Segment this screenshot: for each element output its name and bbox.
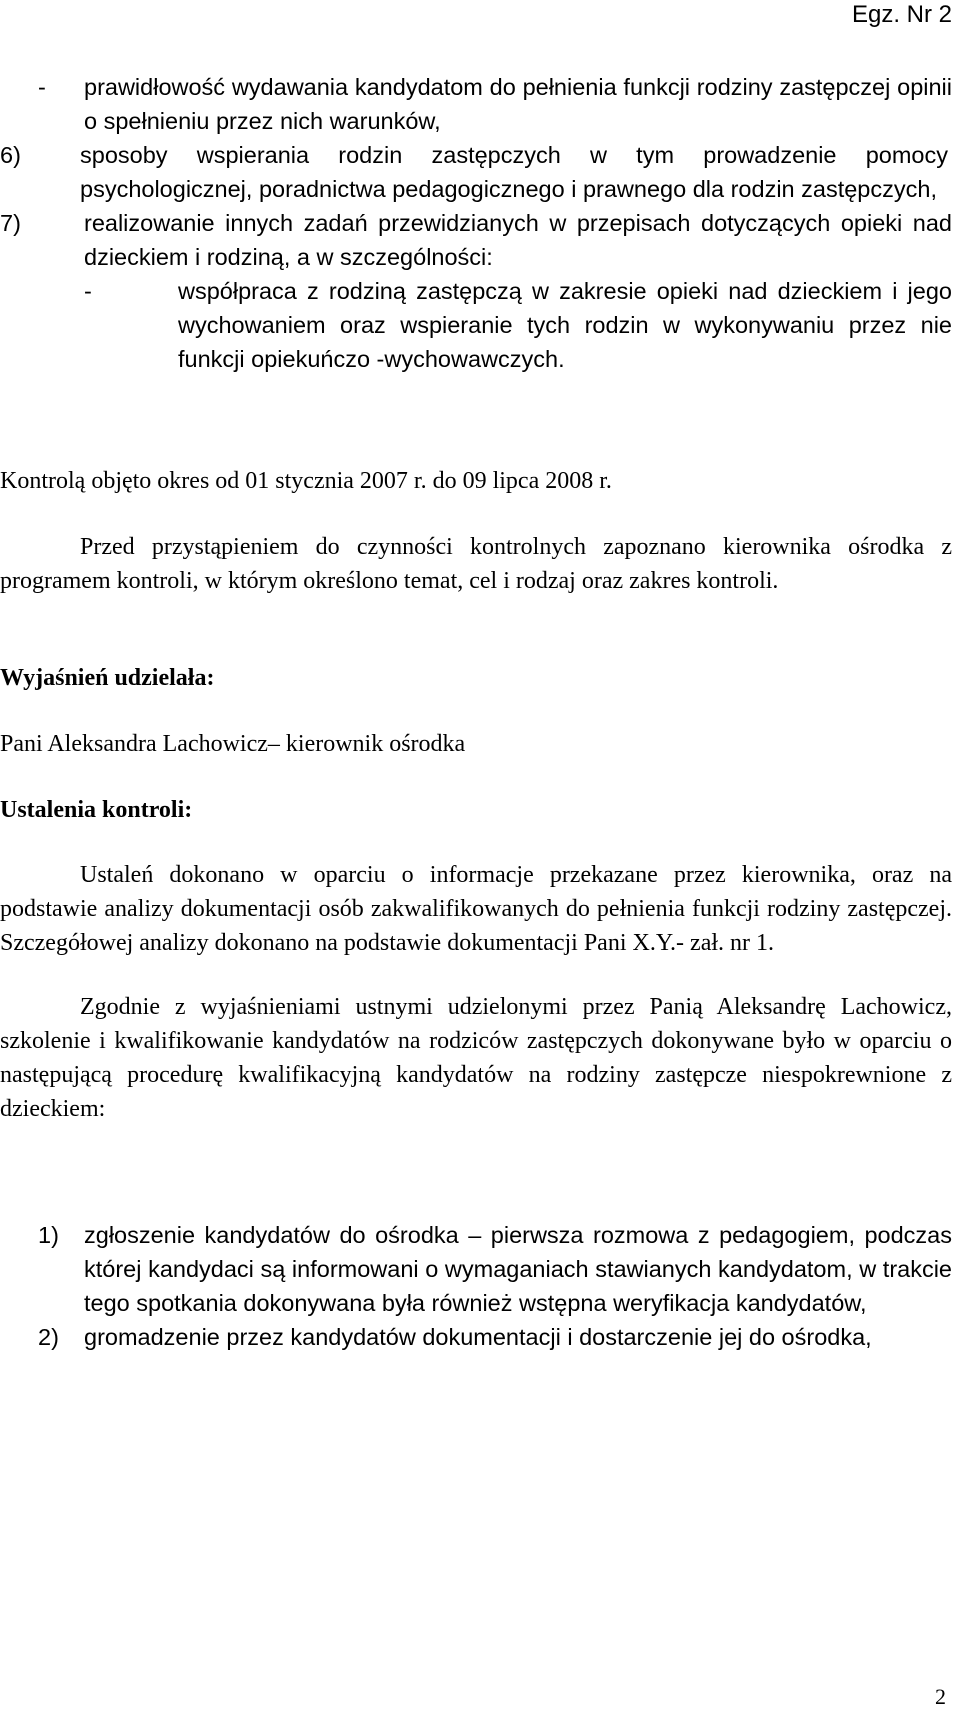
findings-paragraph-1: Ustaleń dokonano w oparciu o informacje przekazane przez kierownika, oraz na podstawie analizy dokumentacji osób zakwalifikowanych do pełnienia funkcji rodziny zastępczej. Szczegółowej analizy dokonano na podstawie dokumentacji Pani X.Y.- zał. nr 1. [0, 862, 952, 956]
page-number: 2 [935, 1684, 946, 1709]
list-marker: 7) [0, 210, 21, 236]
list-item-text: realizowanie innych zadań przewidzianych w przepisach dotyczących opieki nad dzieckiem i rodziną, a w szczególności: [84, 210, 952, 270]
list-marker: 2) [38, 1324, 59, 1350]
list-item-6 [0, 138, 952, 206]
findings-heading: Ustalenia kontroli: [0, 797, 193, 823]
copy-label: Egz. Nr 2 [851, 1, 952, 28]
list-item-text: prawidłowość wydawania kandydatom do pełnienia funkcji rodziny zastępczej opinii o spełnieniu przez nich warunków, [84, 74, 952, 134]
list-marker: 1) [38, 1222, 59, 1248]
procedure-item [0, 1218, 952, 1320]
list-marker: - [84, 278, 92, 304]
explanations-heading: Wyjaśnień udzielała: [0, 665, 215, 691]
list-subitem [0, 274, 952, 376]
list-item-dash [0, 70, 952, 138]
list-item-text: współpraca z rodziną zastępczą w zakresie opieki nad dzieckiem i jego wychowaniem oraz wspieranie tych rodzin w wykonywaniu przez nie funkcji opiekuńczo -wychowawczych. [178, 278, 952, 372]
list-item-text: sposoby wspierania rodzin zastępczych w tym prowadzenie pomocy psychologicznej, poradnictwa pedagogicznego i prawnego dla rodzin zastępczych, [80, 142, 948, 202]
list-marker: - [38, 74, 46, 100]
list-marker: 6) [0, 142, 21, 168]
findings-paragraph-2: Zgodnie z wyjaśnieniami ustnymi udzielonymi przez Panią Aleksandrę Lachowicz, szkolenie i kwalifikowanie kandydatów na rodziców zastępczych dokonywane było w oparciu o następującą procedurę kwalifikacyjną kandydatów na rodziny zastępcze niespokrewnione z dzieckiem: [0, 994, 952, 1122]
procedure-item [0, 1320, 952, 1354]
list-item-text: zgłoszenie kandydatów do ośrodka – pierwsza rozmowa z pedagogiem, podczas której kandydaci są informowani o wymaganiach stawianych kandydatom, w trakcie tego spotkania dokonywana była również wstępna weryfikacja kandydatów, [84, 1222, 952, 1316]
list-item-7 [0, 206, 952, 274]
list-item-text: gromadzenie przez kandydatów dokumentacji i dostarczenie jej do ośrodka, [84, 1324, 872, 1350]
procedure-list [0, 1218, 952, 1354]
explainer-name: Pani Aleksandra Lachowicz– kierownik ośrodka [0, 731, 466, 757]
intro-paragraph: Przed przystąpieniem do czynności kontrolnych zapoznano kierownika ośrodka z programem kontroli, w którym określono temat, cel i rodzaj oraz zakres kontroli. [0, 534, 952, 594]
control-period: Kontrolą objęto okres od 01 stycznia 2007 r. do 09 lipca 2008 r. [0, 468, 612, 494]
top-list [0, 70, 952, 376]
